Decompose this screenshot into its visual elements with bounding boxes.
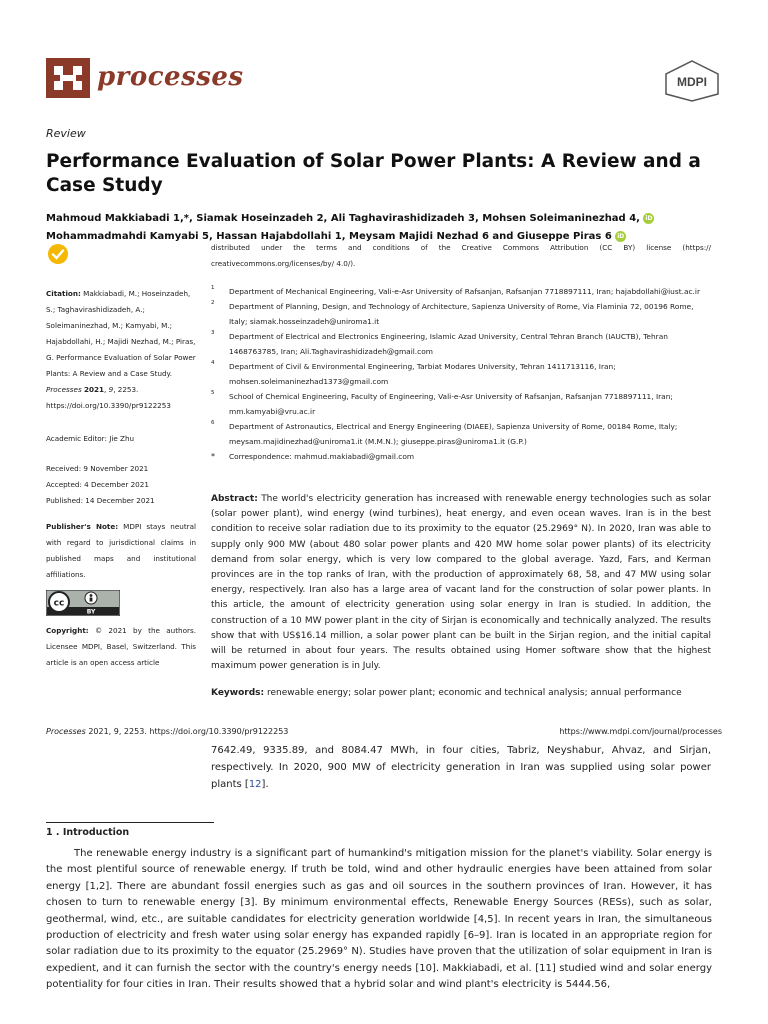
publisher-note-text: MDPI stays neutral with regard to jurisdictional claims in published maps and institutional affiliations. xyxy=(46,522,196,579)
article-title: Performance Evaluation of Solar Power Plants: A Review and a Case Study xyxy=(46,151,701,196)
correspondence: * Correspondence: mahmud.makiabadi@gmail.com xyxy=(211,452,415,461)
introduction-heading: 1 . Introduction xyxy=(46,827,130,838)
svg-text:cc: cc xyxy=(53,598,65,609)
keywords-label: Keywords: xyxy=(211,688,265,698)
abstract-label: Abstract: xyxy=(211,494,258,504)
check-for-updates-icon[interactable] xyxy=(48,244,68,264)
cc-badge-text: BY xyxy=(86,608,96,616)
orcid-icon[interactable]: iD xyxy=(617,232,625,240)
affiliation-item: 4 Department of Civil & Environmental Engineering, Tarbiat Modares University, Tehran 1411713116, Iran; mohsen.soleimaninezhad1373@gmail.com xyxy=(211,360,616,386)
footer-citation xyxy=(46,727,288,736)
continued-text-end: ]. xyxy=(261,779,269,790)
authors-line-1 xyxy=(46,210,726,228)
authors-line-2-text: Mohammadmahdi Kamyabi 5, Hassan Hajabdollahi 1, Meysam Majidi Nezhad 6 and Giuseppe Piras 6 xyxy=(46,231,612,242)
citation-doi-link[interactable]: https://doi.org/10.3390/pr9122253 xyxy=(46,401,171,410)
license-text: distributed under the terms and conditions of the Creative Commons Attribution (CC BY) license (https:// creativecommons.org/licenses/by/ 4.0/). xyxy=(211,243,711,268)
copyright-label: Copyright: xyxy=(46,626,89,635)
introduction-text: The renewable energy industry is a significant part of humankind's mitigation mission for the planet's viability. Solar energy is the most plentiful source of renewable energy. If truth be told, wind and other hydraulic energies have been attained from solar energy [1,2]. There are abundant fossil energies such as gas and oil sources in the southern provinces of Iran. However, it has chosen to turn to renewable energy [3]. By minimum environmental effects, Renewable Energy Sources (RESs), such as solar, geothermal, wind, etc., are suitable candidates for electricity generation worldwide [4,5]. In recent years in Iran, the simultaneous production of electricity and fresh water using solar energy has expanded rapidly [6–9]. Iran is located in an appropriate region for solar radiation due to its proximity to the equator (25.2969° N). Studies have proven that the utilization of solar equipment in Iran is expedient, and it can furnish the sector with the country's energy needs [10]. Makkiabadi, et al. [11] studied wind and solar energy potentiality for four cities in Iran. Their results showed that a hybrid solar and wind plant's electricity is 5444.56, xyxy=(46,848,712,991)
affiliation-item: 2 Department of Planning, Design, and Technology of Architecture, Sapienza University of Rome, Via Flaminia 72, 00196 Rome, Italy; siamak.hosseinzadeh@uniroma1.it xyxy=(211,300,694,326)
continued-paragraph xyxy=(211,742,711,793)
keywords xyxy=(211,686,711,700)
cc-by-license-icon[interactable] xyxy=(46,590,120,616)
copyright-block xyxy=(46,623,196,671)
publisher-name: MDPI xyxy=(677,75,707,89)
received-date: Received: 9 November 2021 xyxy=(46,464,149,473)
journal-logo-icon xyxy=(46,58,90,98)
article-type: Review xyxy=(46,127,86,140)
publisher-note-label: Publisher's Note: xyxy=(46,522,119,531)
keywords-text: renewable energy; solar power plant; economic and technical analysis; annual performance xyxy=(267,688,682,698)
citation-label: Citation: xyxy=(46,289,81,298)
accepted-date: Accepted: 4 December 2021 xyxy=(46,480,149,489)
citation-text: Makkiabadi, M.; Hoseinzadeh, S.; Taghavirashidizadeh, A.; Soleimaninezhad, M.; Kamyabi, M.; Hajabdollahi, H.; Majidi Nezhad, M.; Piras, G. Performance Evaluation of Solar Power Plants: A Review and a Case Study. xyxy=(46,289,196,378)
copyright-text: © 2021 by the authors. Licensee MDPI, Basel, Switzerland. This article is an open access article xyxy=(46,626,196,667)
citation-journal: Processes xyxy=(46,385,82,394)
continued-text: 7642.49, 9335.89, and 8084.47 MWh, in four cities, Tabriz, Neyshabur, Ahvaz, and Sirjan, respectively. In 2020, 900 MW of electricity generation in Iran was supplied using solar power plants [ xyxy=(211,745,711,790)
footer-journal: Processes xyxy=(46,727,86,736)
footer-journal-url[interactable]: https://www.mdpi.com/journal/processes xyxy=(559,727,722,736)
affiliation-item: 1 Department of Mechanical Engineering, Vali-e-Asr University of Rafsanjan, Rafsanjan 7718897111, Iran; hajabdollahi@iust.ac.ir xyxy=(211,285,700,296)
journal-name: processes xyxy=(97,62,244,92)
citation-block: Citation: Makkiabadi, M.; Hoseinzadeh, S.; Taghavirashidizadeh, A.; Soleimaninezhad, M.; Kamyabi, M.; Hajabdollahi, H.; Majidi Nezhad, M.; Piras, G. Performance Evaluation of Solar Power Plants: A Review and a Case Study. Processes 2021, 9, 2253. https://doi.org/10.3390/pr9122253 xyxy=(46,289,196,410)
dates-block xyxy=(46,461,196,509)
abstract xyxy=(211,492,711,674)
affiliations-list xyxy=(211,284,711,464)
published-date: Published: 14 December 2021 xyxy=(46,496,155,505)
authors-line-1-text: Mahmoud Makkiabadi 1,*, Siamak Hoseinzadeh 2, Ali Taghavirashidizadeh 3, Mohsen Soleimaninezhad 4, xyxy=(46,213,640,224)
footer-doi[interactable]: 2021, 9, 2253. https://doi.org/10.3390/pr9122253 xyxy=(88,727,289,736)
mdpi-logo-icon xyxy=(664,60,720,102)
abstract-text: The world's electricity generation has increased with renewable energy technologies such as solar (solar power plant), wind energy (wind turbines), heat energy, and even ocean waves. Iran is in the best condition to receive solar radiation due to its proximity to the equator (25.2969° N). In 2020, Iran was able to supply only 900 MW (about 480 solar power plants and 420 MW home solar power plants) of its electricity demand from solar energy, which is very low compared to the global average. Yazd, Fars, and Kerman provinces are in the top ranks of Iran, with the production of approximately 68, 58, and 47 MW using solar energy, respectively. Iran also has a large area of vacant land for the construction of solar power plants. In this article, the amount of electricity generation using solar energy in Iran is studied. In addition, the construction of a 10 MW power plant in the city of Sirjan is economically and technically analyzed. The results show that with US$16.14 million, a solar power plant can be built in the Sirjan region, and the initial capital will be returned in about four years. The results obtained using Homer software show that the highest maximum power generation is in July. xyxy=(211,494,711,672)
section-divider xyxy=(46,822,214,823)
affiliation-item: 3 Department of Electrical and Electronics Engineering, Islamic Azad University, Central Tehran Branch (IAUCTB), Tehran 1468763785, Iran; Ali.Taghavirashidizadeh@gmail.com xyxy=(211,330,668,356)
citation-year: 2021 xyxy=(84,385,105,394)
affiliation-item: 6 Department of Astronautics, Electrical and Energy Engineering (DIAEE), Sapienza University of Rome, 00184 Rome, Italy; meysam.majidinezhad@uniroma1.it (M.M.N.); giuseppe.piras@uniroma1.it (G.P.) xyxy=(211,420,678,446)
reference-link[interactable]: 12 xyxy=(248,779,262,790)
publisher-note xyxy=(46,519,196,583)
introduction-paragraph xyxy=(46,846,712,994)
orcid-icon[interactable]: iD xyxy=(645,214,653,222)
academic-editor: Academic Editor: Jie Zhu xyxy=(46,434,135,443)
citation-volume: 9 xyxy=(108,385,114,394)
citation-pages: , 2253. xyxy=(113,385,139,394)
affiliation-item: 5 School of Chemical Engineering, Faculty of Engineering, Vali-e-Asr University of Rafsanjan, Rafsanjan 7718897111, Iran; mm.kamyabi@vru.ac.ir xyxy=(211,390,673,416)
